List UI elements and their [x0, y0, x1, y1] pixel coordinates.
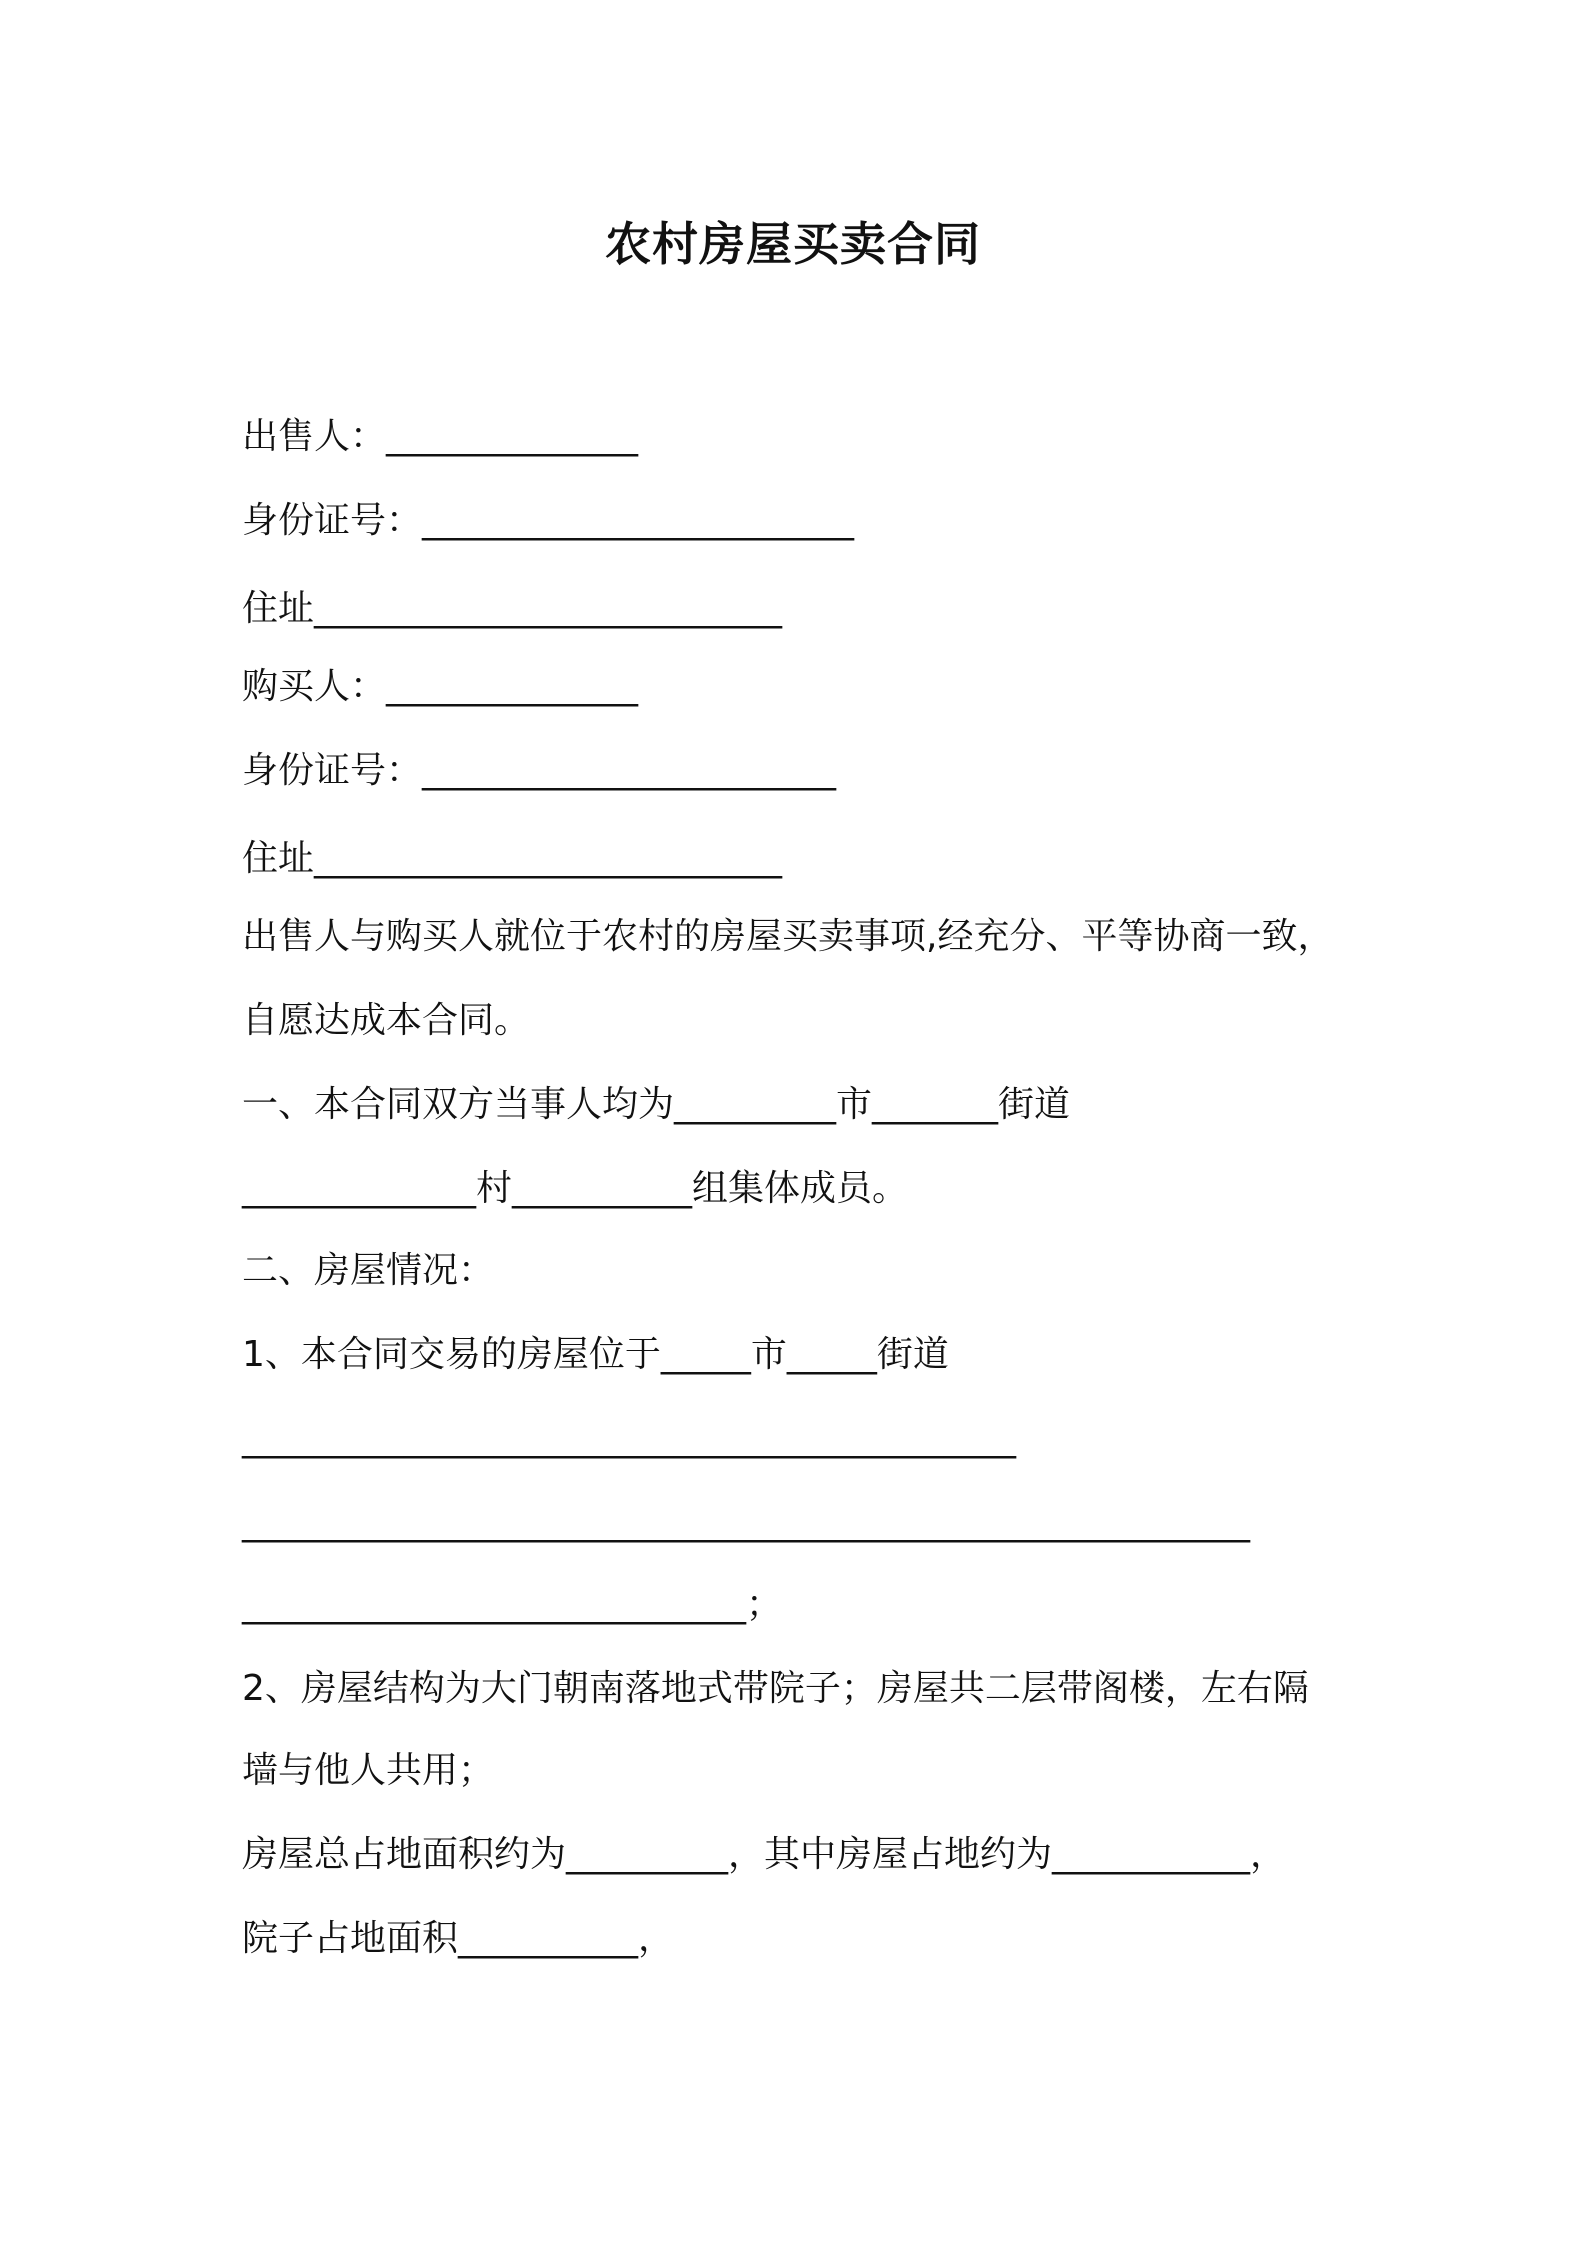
seller-address-line: 住址__________________________: [242, 588, 782, 629]
area-line-2: 院子占地面积__________，: [242, 1918, 675, 1959]
house-structure-line-1: 2、房屋结构为大门朝南落地式带院子；房屋共二层带阁楼，左右隔: [242, 1668, 1309, 1709]
buyer-address-line: 住址__________________________: [242, 838, 782, 879]
clause-2-heading: 二、房屋情况：: [242, 1250, 495, 1291]
clause-1-line-2: _____________村__________组集体成员。: [242, 1168, 909, 1209]
seller-name-line: 出售人：______________: [242, 416, 639, 457]
buyer-name-line: 购买人：______________: [242, 666, 639, 707]
house-location-line: 1、本合同交易的房屋位于_____市_____街道: [242, 1334, 949, 1375]
document-title: 农村房屋买卖合同: [605, 217, 981, 271]
area-line-1: 房屋总占地面积约为_________，其中房屋占地约为___________，: [242, 1834, 1287, 1875]
house-structure-line-2: 墙与他人共用；: [242, 1750, 495, 1791]
blank-line-2: ________________________________________________________: [242, 1502, 1250, 1543]
clause-1-line-1: 一、本合同双方当事人均为_________市_______街道: [242, 1084, 1071, 1125]
preamble-line-2: 自愿达成本合同。: [242, 1000, 531, 1041]
buyer-id-line: 身份证号：_______________________: [242, 750, 837, 791]
blank-line-3: ____________________________；: [242, 1584, 782, 1625]
blank-line-1: ___________________________________________: [242, 1418, 1016, 1459]
preamble-line-1: 出售人与购买人就位于农村的房屋买卖事项,经充分、平等协商一致，: [242, 916, 1334, 957]
seller-id-line: 身份证号：________________________: [242, 500, 855, 541]
